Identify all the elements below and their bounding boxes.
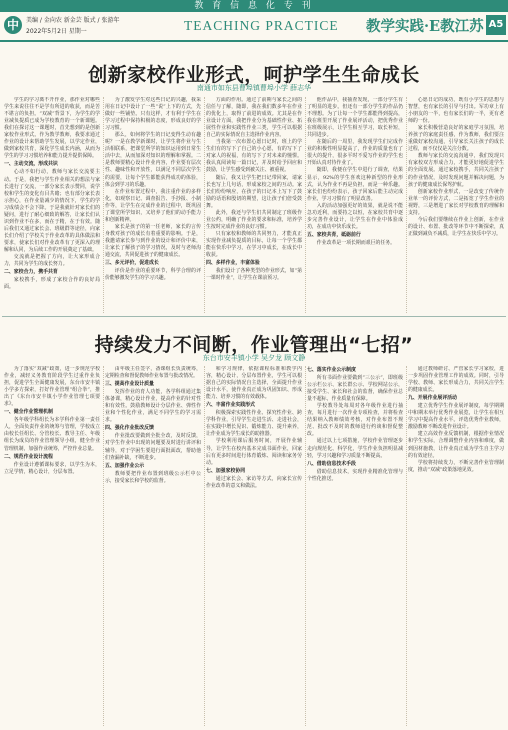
column-rule <box>103 97 104 313</box>
article1-column <box>105 97 201 313</box>
article1-column <box>307 97 403 313</box>
article2-column <box>105 366 201 726</box>
section-subheading: 二、家校合力，携手共育 <box>4 269 58 276</box>
body-paragraph: 学校将持续发力，不断完善作业管理制度，推动“双减”政策落地见效。 <box>408 459 504 473</box>
body-paragraph: 心愿日记的成功，既有小学生的思想与智慧，也有家长的引导与付出。军功章上有小朋友的一半，也有家长们的一半，更有老师的一份。 <box>408 97 504 125</box>
body-paragraph: 通过以上七项措施，学校作业管理逐步走向规范化、科学化，学生作业负担明显减轻，学习兴趣和学习质量不断提高。 <box>307 438 403 459</box>
body-paragraph: 为了激发学生对这些日记的兴趣，我采用在日记中设计了一些“说”上下的方式，先做好一些铺垫。只有这样，才有利于学生在学习过程中保持积极的态度，形成良好的学习习惯。 <box>105 97 201 132</box>
section-subheading: 七、落实作业公示制度 <box>307 367 356 373</box>
body-paragraph: 评价是作业的重要环节，科学合理的评价能够激发学生的学习兴趣。 <box>105 268 201 282</box>
section-subheading: 八、借助信息技术手段 <box>307 460 356 467</box>
column-rule <box>204 97 205 313</box>
article2-column <box>408 366 504 726</box>
body-paragraph: 交流就是把握了方向，让大家形成合力，共同为学生的成长努力。 <box>4 254 100 268</box>
body-paragraph: 作业改革是一项长期而艰巨的任务。 <box>316 239 396 246</box>
body-paragraph: 通过家长会、家访等方式，向家长宣传作业改革的意义和做法。 <box>206 475 302 489</box>
page-number: A5 <box>486 15 506 35</box>
body-paragraph: 所有书面作业要做到“三公示”，即班级公示栏公示、家长群公示、学校网站公示，接受学生、家长和社会的监督，确保作业总量不超标，作业质量有保障。 <box>307 375 403 403</box>
section-kicker: 教 育 信 息 化 专 刊 <box>194 1 314 11</box>
body-paragraph: 只有家校和教师的共同努力，才能真正实现作业减负提质的目标，让每一个学生都能在快乐中学习，在学习中成长，在成长中收获。 <box>206 230 302 259</box>
body-paragraph: 教师要把作业布置到班级公示栏中公示，接受家长和学校的监督。 <box>105 470 201 484</box>
issue-date: 2022年5月2日 星期一 <box>26 28 87 35</box>
body-paragraph: 那么，如何将学生的日记变得生动有趣呢？一是在教学新课时，让学生将作业与生活相联系，把课堂所学的知识运用到日常生活中去，从而加深对知识的理解和掌握。二是教师要精心设计作业内容，作业要有层次性、趣味性和开放性，以满足不同层次学生的需要，让每个学生都能获得成功的体验，体会到学习的乐趣。 <box>105 132 201 188</box>
section-title-cn: 教学实践·E教江苏 <box>366 18 484 35</box>
body-paragraph: 学校利用课后服务时间，开展作业辅导，让学生在校内基本完成书面作业，回家后有更多时间进行体育锻炼、阅读和家务劳动。 <box>206 438 302 466</box>
newspaper-logo: 中 <box>4 16 22 34</box>
body-paragraph: 发挥作业的育人功能，各学科组通过集体备课，精心设计作业，提高作业的针对性和有效性。鼓励教师设计分层作业、弹性作业和个性化作业，满足不同学生的学习需求。 <box>105 389 201 424</box>
body-paragraph: 通过教师研讨、严管家长学习家校，进一步巩固作业管理工作的成效。同时，引导学校、教师、家长形成合力，共同关注学生的健康成长。 <box>408 366 504 394</box>
section-subheading: 三、多元评价，促进成长 <box>105 260 159 267</box>
column-rule <box>406 97 407 313</box>
body-paragraph: 建立高效作业反馈机制，根据作业情况和学生实际，合理调整作业内容和难度，做到因材施教，让作业真正成为学生自主学习的有效途径。 <box>408 431 504 459</box>
body-paragraph: 家长积极营造良好的家庭学习氛围，培养孩子的家庭责任感，作为教师，我们要注重做好家校沟通，引导家长关注孩子的成长过程，而不仅仅是关注分数。 <box>408 125 504 153</box>
column-rule <box>103 366 104 726</box>
body-paragraph: 当我第一次布置心愿日记时，班上的学生们有的写下了自己的小心愿，有的写下了对家人的祝福，有的写下了对未来的憧憬。我认真阅读每一篇日记，并及时给予回应和鼓励，让学生感受到被关注、被重视。 <box>206 139 302 174</box>
section-subheading: 三、提高作业设计质量 <box>105 381 154 388</box>
body-paragraph: 他作品中，我抽查发现，一部分学生有了明显的进步。但还有一部分学生的作品仍不理想。为了让每一个学生都能得到提高，我在班里开展了作业展评活动，把优秀作业在班级展示，让学生相互学习，取长补短，共同进步。 <box>307 97 403 139</box>
body-paragraph: 方面的作用。通过了前期与家长之间的信任与了解，随即，我在我们数多年在作业的优化上，取得了前进的成效。尤其是在作业设计方面，我把作业分为基础性作业、拓展性作业和实践性作业三类，学生可以根据自己的实际情况自主选择作业内容。 <box>206 97 302 139</box>
section-subheading: 四、多样作业，丰富体验 <box>206 260 260 267</box>
body-paragraph: 作业设计遵循课标要求，以学生为本，立足学情，精心设计，分层布置。 <box>4 461 100 475</box>
body-paragraph: 今后我们要继续在作业上创新，在作业的设计、布置、批改等环节中不断探索，真正做到减负不减质，让学生在快乐中学习。 <box>408 216 504 237</box>
section-subheading: 一、主动交流，形成共识 <box>4 161 58 168</box>
section-subheading: 五、家校共育，砥砺前行 <box>307 231 361 238</box>
body-paragraph: 入的活动加强更好的效果，就是说不能急功近利，而要持之以恒，在家校共育中逐步完善作业设计，让学生在作业中体验成功，在成功中快乐成长。 <box>307 202 403 230</box>
editor-credits: 美编 / 金向农 新金芸 版式 / 张游年 <box>26 17 120 24</box>
article2-column <box>307 366 403 726</box>
body-paragraph: 此外，我还与学生们共同制定了班级作业公约，明确了作业的要求和标准，培养学生按时完成作业的良好习惯。 <box>206 209 302 230</box>
body-paragraph: 各年级学科组长为本学科作业第一责任人，全面负责作业的统筹与管理，学校成立由校长任组长、分管校长、教导主任、年级组长为成员的作业管理领导小组，健全作业管理机制，加强作业统筹，严控作业总量。 <box>4 417 100 452</box>
masthead-bar <box>0 0 508 12</box>
body-paragraph: 在随后的一周里，我发现学生们完成作业的积极性明显提高了，作业的质量也有了很大的提升，很多平时不爱写作业的学生也开始认真对待作业了。 <box>307 139 403 167</box>
body-paragraph: 创新家校作业形式，一是改变了传统作业单一的评价方式，二是拓宽了学生作业的视野，三是增进了家长对学校教育的理解和支持。 <box>408 188 504 216</box>
body-paragraph: 随后，我又让学生把日记带回家，请家长也写上几句话，形成家校之间的互动。家长们纷纷响应，在孩子的日记本上写下了鼓励的话语和殷切的期望，这让孩子们倍受鼓舞。 <box>206 174 302 209</box>
body-paragraph: 学校教导处每周对各年级作业进行抽查，每月进行一次作业专项检查，并将检查结果纳入教师绩效考核，对作业布置不规范、批改不及时的教师进行约谈和督促整改。 <box>307 403 403 438</box>
article1-column <box>206 97 302 313</box>
body-paragraph: 借助信息技术，实现作业精准化管理与个性化推送。 <box>307 468 403 482</box>
article1-byline: 南通市如东县曹埠镇曹埠小学 薛志华 <box>196 84 312 92</box>
body-paragraph: 积极探索实践性作业、探究性作业、跨学科作业，引导学生走进生活、走进社会，在实践中增长见识、锻炼能力、提升素养，让作业成为学生成长的助推器。 <box>206 410 302 438</box>
section-subheading: 九、开展作业展评活动 <box>408 395 457 402</box>
article2-column <box>206 366 302 726</box>
body-paragraph: 建立优秀学生作业展评制度，每学期期中和期末举行优秀作业展览，让学生在相互学习中提高作业水平。评选优秀作业教师，激励教师不断改进作业设计。 <box>408 403 504 431</box>
body-paragraph: 心动不如行动，教师与家长交流要主动。于是，我把与学生作业相关的想法与家长进行了交流，一部分家长表示赞同，说学校和学生的变化有目共睹；也有部分家长表示担心，在作业量减少的情况下，学生的学习成绩会不会下降。于是我就针对家长们的疑问，进行了耐心细致的解答，让家长们认识到作业不在多，而在于精，在于有效。随后我们又通过家长会、班级群等途径，向家长们介绍了学校关于作业改革的具体做法和要求，使家长们对作业改革有了更深入的理解和认同，为后续工作的开展奠定了基础。 <box>4 169 100 253</box>
body-paragraph: 家长是孩子的第一任老师，家长的言传身教对孩子的成长有着重要的影响。于是，我邀请家长参与到作业的设计和评价中来，让家长了解孩子的学习情况，及时与老师沟通交流，共同促进孩子的健康成长。 <box>105 223 201 259</box>
article2-byline: 东台市安丰镇小学 吴夕龙 顾文静 <box>202 354 306 362</box>
section-subheading: 五、加强作业公示 <box>105 462 145 469</box>
body-paragraph: 家校携手，形成了家校合作的良好局面。 <box>4 277 100 291</box>
body-paragraph: 为了落实“双减”政策，进一步规范学校作业，减轻义务教育阶段学生过重作业负担，促进学生全面健康发展，东台市安丰镇小学多方探索，打好作业管理“组合拳”，推出了《东台市安丰镇小学作业管理七项要求》。 <box>4 366 100 408</box>
body-paragraph: 教师与家长的交流沟通中，我们发现只有家校双方形成合力，才能更好地促进学生的全面发展。通过家校携手，共同关注孩子的作业情况，及时发现问题并解决问题，为孩子的健康成长保驾护航。 <box>408 153 504 188</box>
body-paragraph: 随即，我便在学生中进行了调查，结果显示，92%的学生喜欢这种新型的作业形式，认为作业不再是负担，而是一种乐趣。家长们也纷纷表示，孩子回家后能主动完成作业，学习习惯有了明显改善。 <box>307 167 403 202</box>
column-rule <box>305 97 306 313</box>
section-subheading: 六、丰富作业实践形式 <box>206 402 255 409</box>
body-paragraph: 由年级主任签字，备课组长负责统筹，定期检查和督促教师作业布置与批改情况。 <box>105 366 201 380</box>
column-rule <box>406 366 407 726</box>
body-paragraph: 和学习规律，依据课程标准和教学内容，精心设计，分层布置作业，学生可以根据自己的实际情况自主选择，全面提升作业设计水平，使作业真正成为巩固知识、形成能力、培养习惯的有效载体。 <box>206 366 302 401</box>
article1-column <box>4 97 100 313</box>
section-title-en: TEACHING PRACTICE <box>184 18 339 33</box>
column-rule <box>305 366 306 726</box>
section-subheading: 一、健全作业管理机制 <box>4 409 53 416</box>
body-paragraph: 在作业布置过程中，我注重作业的多样化，如观察日记、调查报告、手抄报、小制作等，让学生在完成作业的过程中，既巩固了课堂所学知识，又培养了他们的动手能力和创新精神。 <box>105 188 201 223</box>
body-paragraph: 学生的学习离不开作业，那作业对哪些学生来说往往不是学有所进的收获，而是苦不堪言的负担。“双减”背景下，为学生的学业减负提质已成为学校教育的一个新课题。我们在探讨这一课题时，首先想到的是创新家校作业形式。作为教学教师，我要求通过作业的设计来帮助学生发展，以学定作业，做到家校共育，深化学生成长内涵，从而为学生的学习习惯培养和能力提升提供保障。 <box>4 97 100 160</box>
article-divider <box>2 316 506 317</box>
column-rule <box>204 366 205 726</box>
article1-headline: 创新家校作业形式，呵护学生生命成长 <box>88 64 420 86</box>
section-subheading: 二、规范作业设计流程 <box>4 453 53 460</box>
section-subheading: 四、强化作业批改反馈 <box>105 425 154 432</box>
body-paragraph: 我们设计了各种类型的作业形式，如“第一课时作业”，让学生在课前预习。 <box>206 268 302 282</box>
article2-column <box>4 366 100 726</box>
article2-headline: 持续发力不间断，作业管理出“七招” <box>94 334 414 356</box>
section-subheading: 七、加强家校协同 <box>206 467 246 474</box>
body-paragraph: 作业批改要做到全批全改，及时反馈，对学生作业中出现的问题要及时进行讲评和辅导，对于学困生要进行面批面改，帮助他们查漏补缺，不断进步。 <box>105 433 201 461</box>
article1-column <box>408 97 504 313</box>
